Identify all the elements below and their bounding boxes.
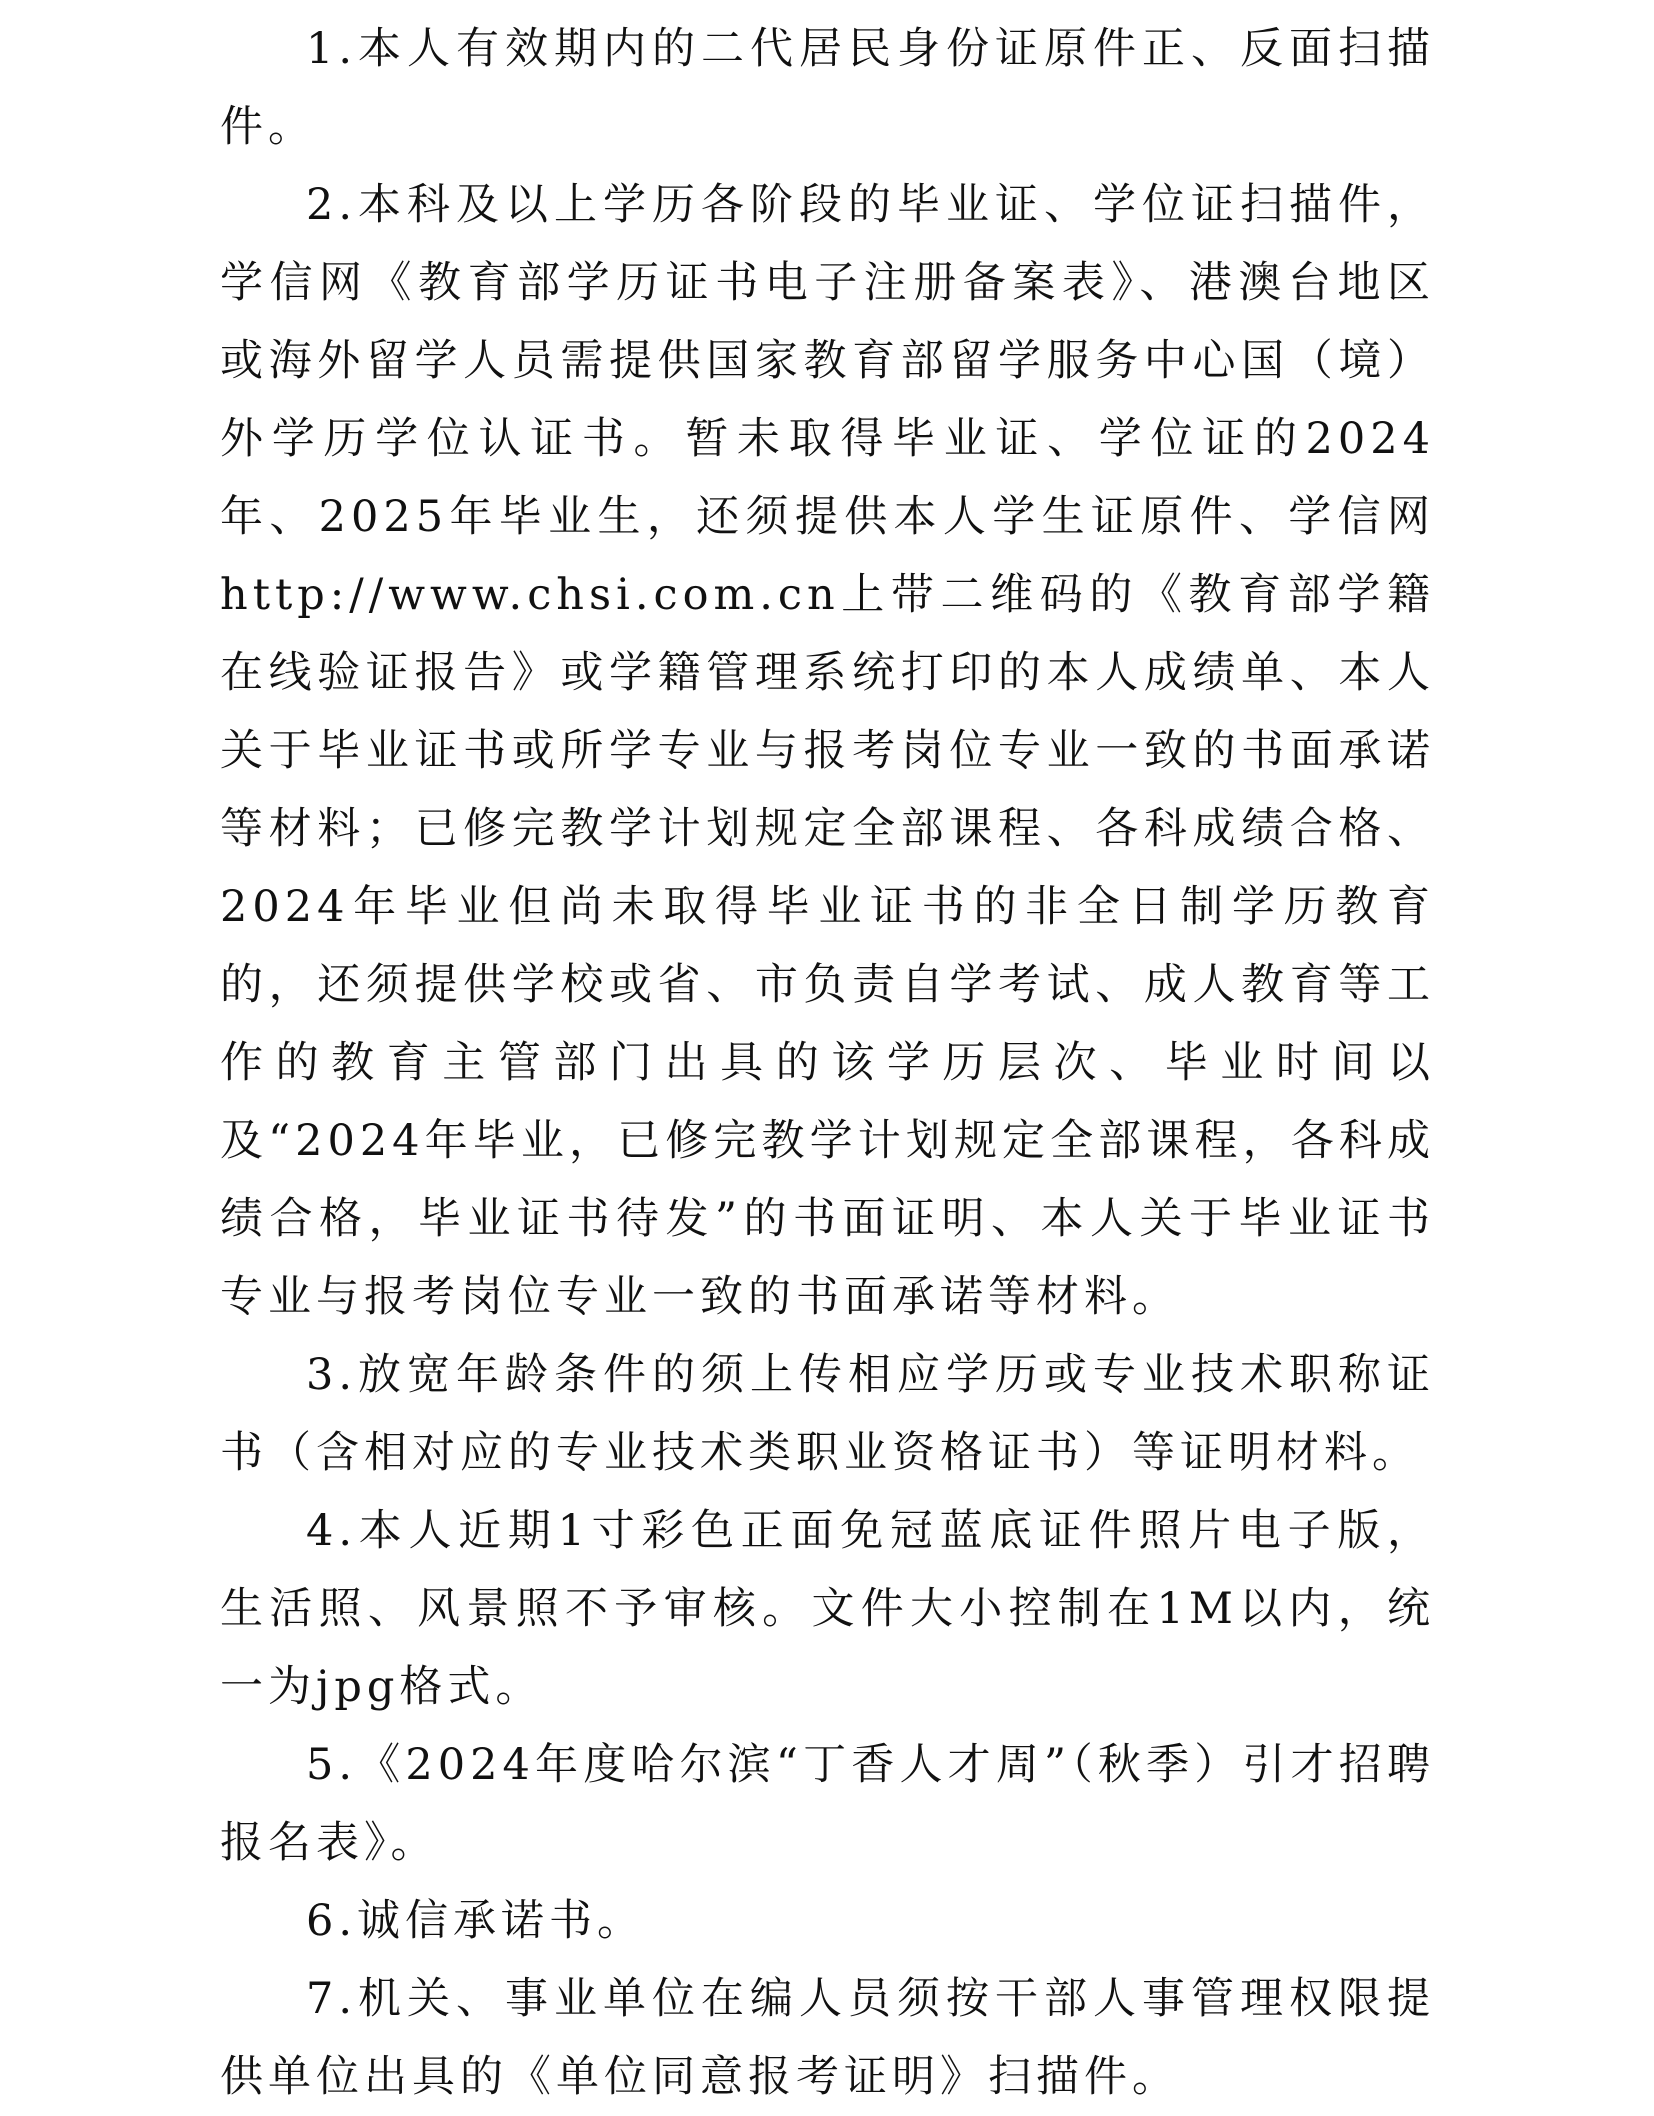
paragraph-photo: 4.本人近期1寸彩色正面免冠蓝底证件照片电子版，生活照、风景照不予审核。文件大小控制在1M以内，统一为jpg格式。 — [220, 1506, 1435, 1712]
paragraph-age-exemption: 3.放宽年龄条件的须上传相应学历或专业技术职称证书（含相对应的专业技术类职业资格证书）等证明材料。 — [220, 1350, 1435, 1478]
paragraph-diploma: 2.本科及以上学历各阶段的毕业证、学位证扫描件，学信网《教育部学历证书电子注册备案表》、港澳台地区或海外留学人员需提供国家教育部留学服务中心国（境）外学历学位认证书。暂未取得毕业证、学位证的2024年、2025年毕业生，还须提供本人学生证原件、学信网http://www.chsi.com.cn上带二维码的《教育部学籍在线验证报告》或学籍管理系统打印的本人成绩单、本人关于毕业证书或所学专业与报考岗位专业一致的书面承诺等材料；已修完教学计划规定全部课程、各科成绩合格、2024年毕业但尚未取得毕业证书的非全日制学历教育的，还须提供学校或省、市负责自学考试、成人教育等工作的教育主管部门出具的该学历层次、毕业时间以及“2024年毕业，已修完教学计划规定全部课程，各科成绩合格，毕业证书待发”的书面证明、本人关于毕业证书专业与报考岗位专业一致的书面承诺等材料。 — [220, 180, 1435, 1322]
document-body — [220, 10, 1435, 2116]
paragraph-registration-form: 5.《2024年度哈尔滨“丁香人才周”（秋季）引才招聘报名表》。 — [220, 1740, 1435, 1868]
paragraph-employer-consent: 7.机关、事业单位在编人员须按干部人事管理权限提供单位出具的《单位同意报考证明》扫描件。 — [220, 1974, 1435, 2102]
paragraph-integrity-pledge: 6.诚信承诺书。 — [306, 1896, 646, 1946]
paragraph-id-card: 1.本人有效期内的二代居民身份证原件正、反面扫描件。 — [220, 24, 1435, 152]
